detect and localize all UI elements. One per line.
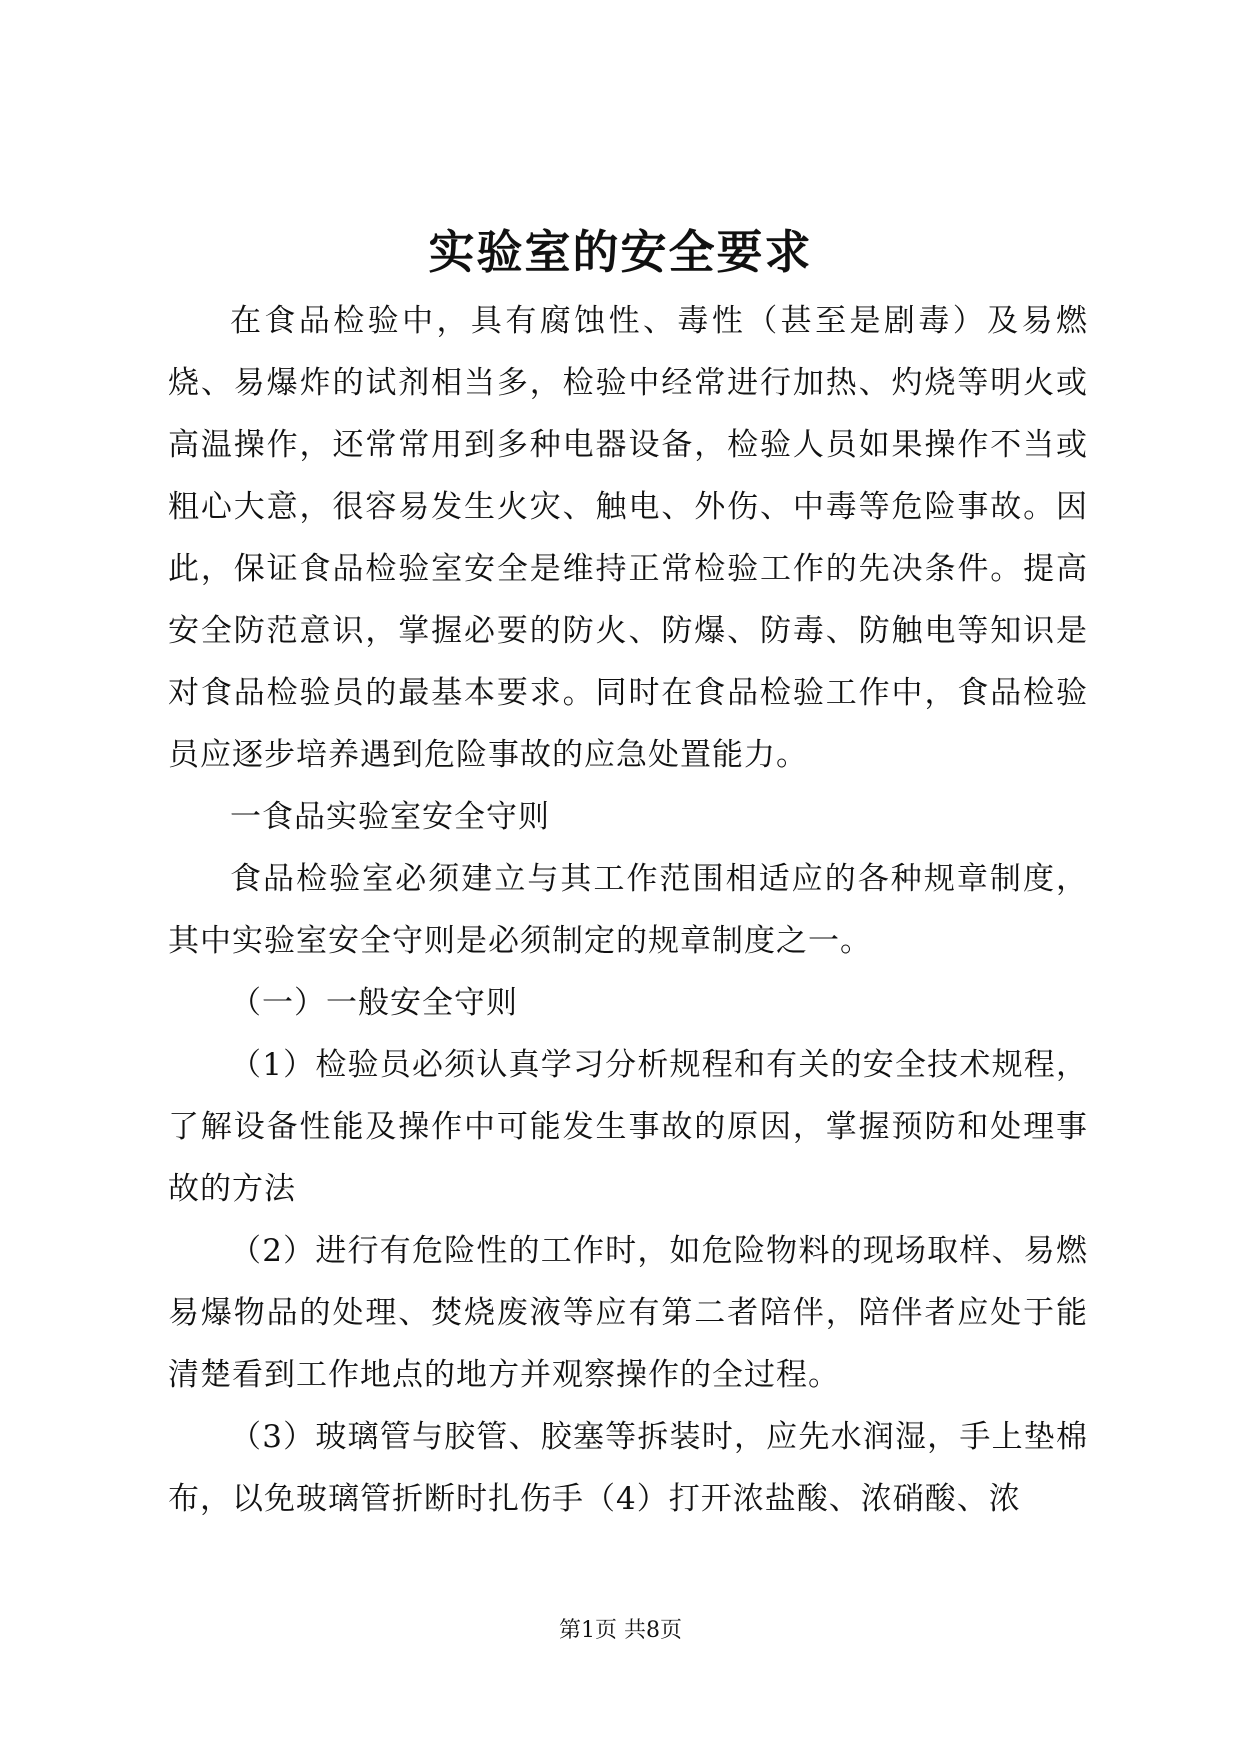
document-title: 实验室的安全要求 xyxy=(428,225,813,279)
paragraph-rules: 食品检验室必须建立与其工作范围相适应的各种规章制度，其中实验室安全守则是必须制定的规章制度之一。 xyxy=(168,861,1088,959)
list-item-1: （1）检验员必须认真学习分析规程和有关的安全技术规程，了解设备性能及操作中可能发生事故的原因，掌握预防和处理事故的方法 xyxy=(168,1047,1088,1207)
list-item-3: （3）玻璃管与胶管、胶塞等拆装时，应先水润湿，手上垫棉布，以免玻璃管折断时扎伤手（4）打开浓盐酸、浓硝酸、浓 xyxy=(168,1419,1088,1517)
subsection-heading: （一）一般安全守则 xyxy=(230,985,518,1021)
paragraph-intro: 在食品检验中，具有腐蚀性、毒性（甚至是剧毒）及易燃烧、易爆炸的试剂相当多，检验中经常进行加热、灼烧等明火或高温操作，还常常用到多种电器设备，检验人员如果操作不当或粗心大意，很容易发生火灾、触电、外伤、中毒等危险事故。因此，保证食品检验室安全是维持正常检验工作的先决条件。提高安全防范意识，掌握必要的防火、防爆、防毒、防触电等知识是对食品检验员的最基本要求。同时在食品检验工作中，食品检验员应逐步培养遇到危险事故的应急处置能力。 xyxy=(168,303,1088,773)
section-heading: 一食品实验室安全守则 xyxy=(230,799,550,835)
page-number-footer: 第1页 共8页 xyxy=(559,1618,682,1643)
document-body xyxy=(168,290,1088,1530)
list-item-2: （2）进行有危险性的工作时，如危险物料的现场取样、易燃易爆物品的处理、焚烧废液等应有第二者陪伴，陪伴者应处于能清楚看到工作地点的地方并观察操作的全过程。 xyxy=(168,1233,1088,1393)
